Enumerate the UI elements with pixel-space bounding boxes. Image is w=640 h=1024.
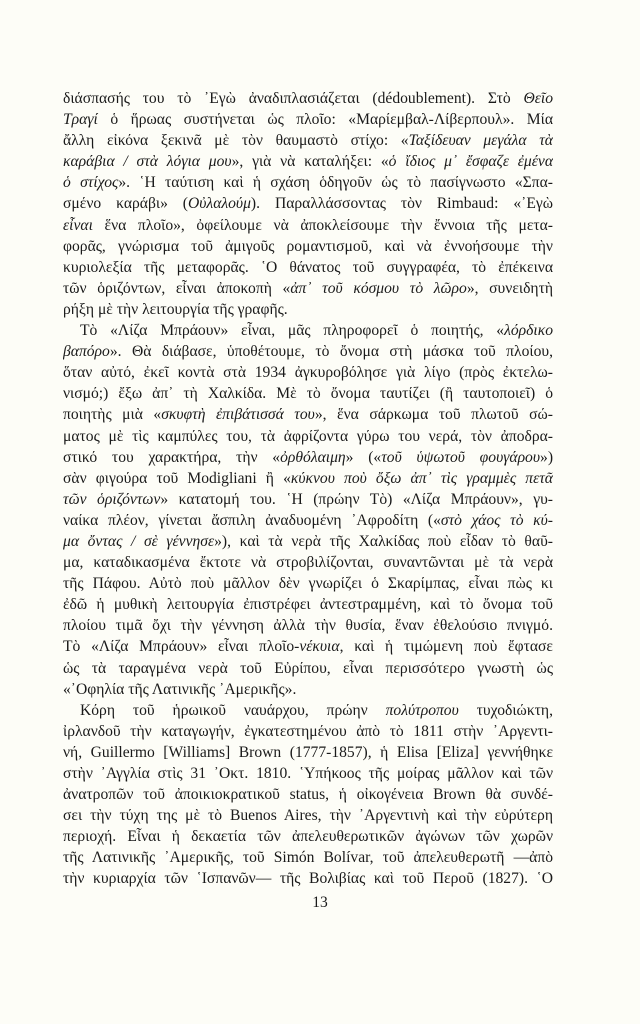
text-line bbox=[63, 468, 553, 489]
text-segment: ρήξη μὲ τὴν λειτουργία τῆς γραφῆς. bbox=[63, 300, 288, 318]
italic-text: Τραγί bbox=[63, 111, 98, 129]
text-line bbox=[63, 721, 553, 742]
text-segment: μα, καταδικασμένα ἔκτοτε νὰ στροβιλίζονται, συναντῶνται μὲ τὰ νερὰ bbox=[63, 554, 553, 572]
text-line bbox=[63, 489, 553, 510]
italic-text: πολύτροπου bbox=[385, 701, 459, 719]
text-line bbox=[63, 636, 553, 657]
text-segment: ματος μὲ τὶς καμπύλες του, τὰ ἀφρίζοντα γύρω του νερά, τὸν ἀποδρα- bbox=[63, 427, 553, 445]
text-segment: ὅταν αὐτό, ἐκεῖ κοντὰ στὰ 1934 ἀγκυροβόλησε γιὰ λίγο (πρὸς ἐκτελω- bbox=[63, 364, 553, 382]
text-segment: ἕνα πλοῖο», ὀφείλουμε νὰ ἀποκλείσουμε τὴν ἔννοια τῆς μετα- bbox=[92, 216, 553, 234]
text-line bbox=[63, 426, 553, 447]
text-line bbox=[63, 193, 553, 214]
text-line bbox=[63, 404, 553, 425]
text-segment: Τὸ «Λίζα Μπράουν» εἶναι, μᾶς πληροφορεῖ ὁ ποιητής, « bbox=[80, 322, 505, 340]
text-line bbox=[63, 700, 553, 721]
text-segment: νή, Guillermo [Williams] Brown (1777-1857), ἡ Elisa [Eliza] γεννήθηκε bbox=[63, 743, 553, 761]
text-segment: διάσπασής του τὸ ᾿Εγὼ ἀναδιπλασιάζεται (dédoublement). Στὸ bbox=[63, 90, 524, 107]
text-segment: περιοχή. Εἶναι ἡ δεκαετία τῶν ἀπελευθερωτικῶν ἀγώνων τῶν χωρῶν bbox=[63, 828, 553, 846]
text-segment: », γιὰ νὰ καταλήξει: « bbox=[231, 153, 389, 171]
text-line bbox=[63, 805, 553, 826]
text-line bbox=[63, 531, 553, 552]
text-line bbox=[63, 383, 553, 404]
text-segment: ναίκα πλέον, γίνεται ἄσπιλη ἀναδυομένη ᾿Αφροδίτη (« bbox=[63, 511, 441, 529]
text-line bbox=[63, 362, 553, 383]
text-segment: Τὸ «Λίζα Μπράουν» εἶναι πλοῖο- bbox=[63, 638, 300, 656]
text-line bbox=[63, 658, 553, 679]
text-segment: ποιητὴς μιὰ « bbox=[63, 406, 162, 424]
text-line bbox=[63, 278, 553, 299]
italic-text: ὁ στίχος bbox=[63, 174, 119, 192]
text-segment: , καὶ ἡ τιμώμενη ποὺ ἔφτασε bbox=[339, 638, 553, 656]
text-line bbox=[63, 552, 553, 573]
text-segment: Κόρη τοῦ ἡρωικοῦ ναυάρχου, πρώην bbox=[80, 701, 386, 719]
text-segment: τῶν ὁριζόντων, εἶναι ἀποκοπὴ « bbox=[63, 279, 291, 297]
text-segment: »), καὶ τὰ νερὰ τῆς Χαλκίδας ποὺ εἶδαν τὸ θαῦ- bbox=[214, 532, 553, 550]
text-segment: ἄλλη εἰκόνα ξεκινᾶ μὲ τὸν θαυμαστὸ στίχο: « bbox=[63, 132, 409, 150]
text-line bbox=[63, 742, 553, 763]
italic-text: βαπόρο bbox=[63, 343, 110, 361]
italic-text: εἶναι bbox=[63, 216, 93, 234]
text-line bbox=[63, 868, 553, 889]
text-line bbox=[63, 172, 553, 193]
text-segment: πλοίου τιμᾶ ὄχι τὴν γέννηση ἀλλὰ τὴν θυσία, ἕναν ἐθελούσιο πνιγμό. bbox=[63, 617, 553, 635]
text-line bbox=[63, 257, 553, 278]
text-line bbox=[63, 679, 553, 700]
text-line bbox=[63, 784, 553, 805]
page-number: 13 bbox=[312, 894, 328, 911]
text-segment: τῆς Πάφου. Αὐτὸ ποὺ μᾶλλον δὲν γνωρίζει ὁ Σκαρίμπας, εἶναι πὼς κι bbox=[63, 575, 553, 593]
text-segment: ἀνατροπῶν τοῦ ἀποικιοκρατικοῦ status, ἡ οἰκογένεια Brown θὰ συνδέ- bbox=[63, 786, 553, 804]
text-segment: «᾿Οφηλία τῆς Λατινικῆς ᾿Αμερικῆς». bbox=[63, 680, 297, 698]
text-line bbox=[63, 88, 553, 109]
italic-text: καράβια / στὰ λόγια μου bbox=[63, 153, 232, 171]
text-segment: ). Παραλλάσσοντας τὸν Rimbaud: «᾿Εγὼ bbox=[250, 195, 553, 213]
text-segment: σει τὴν τύχη της μὲ τὸ Buenos Aires, τὴν ᾿Αργεντινὴ καὶ τὴν εὐρύτερη bbox=[63, 807, 553, 825]
text-line bbox=[63, 594, 553, 615]
text-segment: τυχοδιώκτη, bbox=[458, 701, 553, 719]
text-segment: κυριολεξία τῆς μεταφορᾶς. ῾Ο θάνατος τοῦ συγγραφέα, τὸ ἐπέκεινα bbox=[63, 258, 553, 276]
text-segment: ἰρλανδοῦ τὴν καταγωγήν, ἐγκατεστημένου ἀπὸ τὸ 1811 στὴν ᾿Αργεντι- bbox=[63, 722, 553, 740]
text-line bbox=[63, 573, 553, 594]
text-segment: ». ῾Η ταύτιση καὶ ἡ σχάση ὁδηγοῦν ὡς τὸ πασίγνωστο «Σπα- bbox=[118, 174, 553, 192]
text-segment: ὁ ἥρωας συστήνεται ὡς πλοῖο: «Μαρίεμβαλ-Λίβερπουλ». Μία bbox=[97, 111, 553, 129]
text-segment: στικό του χαρακτήρα, τὴν « bbox=[63, 448, 281, 466]
italic-text: ὀρθόλαιμη bbox=[280, 448, 346, 466]
text-line bbox=[63, 341, 553, 362]
text-segment: σὰν φιγούρα τοῦ Modigliani ἢ « bbox=[63, 469, 291, 487]
text-segment: ». Θὰ διάβασε, ὑποθέτουμε, τὸ ὄνομα στὴ μάσκα τοῦ πλοίου, bbox=[109, 343, 553, 361]
text-line bbox=[63, 215, 553, 236]
italic-text: Οὐλαλούμ bbox=[188, 195, 251, 213]
text-segment: ὡς τὰ ταραγμένα νερὰ τοῦ Εὐρίπου, εἶναι περισσότερο γνωστὴ ὡς bbox=[63, 659, 553, 677]
italic-text: στὸ χάος τὸ κύ- bbox=[440, 511, 553, 529]
text-segment: νισμό;) ἔξω ἀπ᾽ τὴ Χαλκίδα. Μὲ τὸ ὄνομα ταυτίζει (ἢ ταυτοποιεῖ) ὁ bbox=[63, 385, 553, 403]
text-line bbox=[63, 763, 553, 784]
body-text bbox=[63, 88, 553, 890]
text-segment: στὴν ᾿Αγγλία στὶς 31 ᾿Οκτ. 1810. ῾Υπήκοος τῆς μοίρας μᾶλλον καὶ τῶν bbox=[63, 765, 553, 782]
italic-text: Ταξίδευαν μεγάλα τὰ bbox=[408, 132, 553, 150]
italic-text: τῶν ὁριζόντων bbox=[63, 490, 161, 508]
italic-text: σκυφτὴ ἐπιβάτισσά του bbox=[161, 406, 315, 424]
italic-text: Θεῖο bbox=[523, 90, 553, 107]
text-segment: τῆς Λατινικῆς ᾿Αμερικῆς, τοῦ Simón Bolívar, τοῦ ἀπελευθερωτῆ —ἀπὸ bbox=[63, 849, 553, 867]
text-segment: » κατατομή του. ῾Η (πρώην Τὸ) «Λίζα Μπράουν», γυ- bbox=[160, 490, 553, 508]
text-line bbox=[63, 130, 553, 151]
text-line bbox=[63, 236, 553, 257]
italic-text: τοῦ ὑψωτοῦ φουγάρου bbox=[381, 448, 541, 466]
text-segment: », συνειδητὴ bbox=[466, 279, 553, 297]
italic-text: ἀπ᾽ τοῦ κόσμου τὸ λῶρο bbox=[290, 279, 467, 297]
italic-text: λόρδικο bbox=[504, 322, 553, 340]
text-line bbox=[63, 826, 553, 847]
text-segment: » (« bbox=[345, 448, 382, 466]
text-segment: τὴν κυριαρχία τῶν ῾Ισπανῶν— τῆς Βολιβίας καὶ τοῦ Περοῦ (1827). ῾Ο bbox=[63, 870, 553, 888]
text-line bbox=[63, 510, 553, 531]
italic-text: ὁ ἴδιος μ᾽ ἔσφαζε ἐμένα bbox=[388, 153, 553, 171]
text-segment: φορᾶς, γνώρισμα τοῦ ἀμιγοῦς ρομαντισμοῦ, καὶ νὰ ἐννοήσουμε τὴν bbox=[63, 237, 553, 255]
text-segment: », ἕνα σάρκωμα τοῦ πλωτοῦ σώ- bbox=[314, 406, 553, 424]
italic-text: κύκνου ποὺ ὄξω ἀπ᾽ τὶς γραμμὲς πετᾶ bbox=[290, 469, 553, 487]
text-line bbox=[63, 320, 553, 341]
text-line bbox=[63, 109, 553, 130]
text-line bbox=[63, 299, 553, 320]
text-segment: ») bbox=[540, 448, 553, 466]
text-line bbox=[63, 151, 553, 172]
text-line bbox=[63, 447, 553, 468]
italic-text: μα ὄντας / σὲ γέννησε bbox=[63, 532, 215, 550]
text-segment: ἐδῶ ἡ μυθικὴ λειτουργία ἐπιστρέφει ἀντεστραμμένη, καὶ τὸ ὄνομα τοῦ bbox=[63, 596, 553, 614]
italic-text: νέκυια bbox=[299, 638, 340, 656]
text-line bbox=[63, 615, 553, 636]
text-line bbox=[63, 847, 553, 868]
text-segment: σμένο καράβι» ( bbox=[63, 195, 189, 213]
